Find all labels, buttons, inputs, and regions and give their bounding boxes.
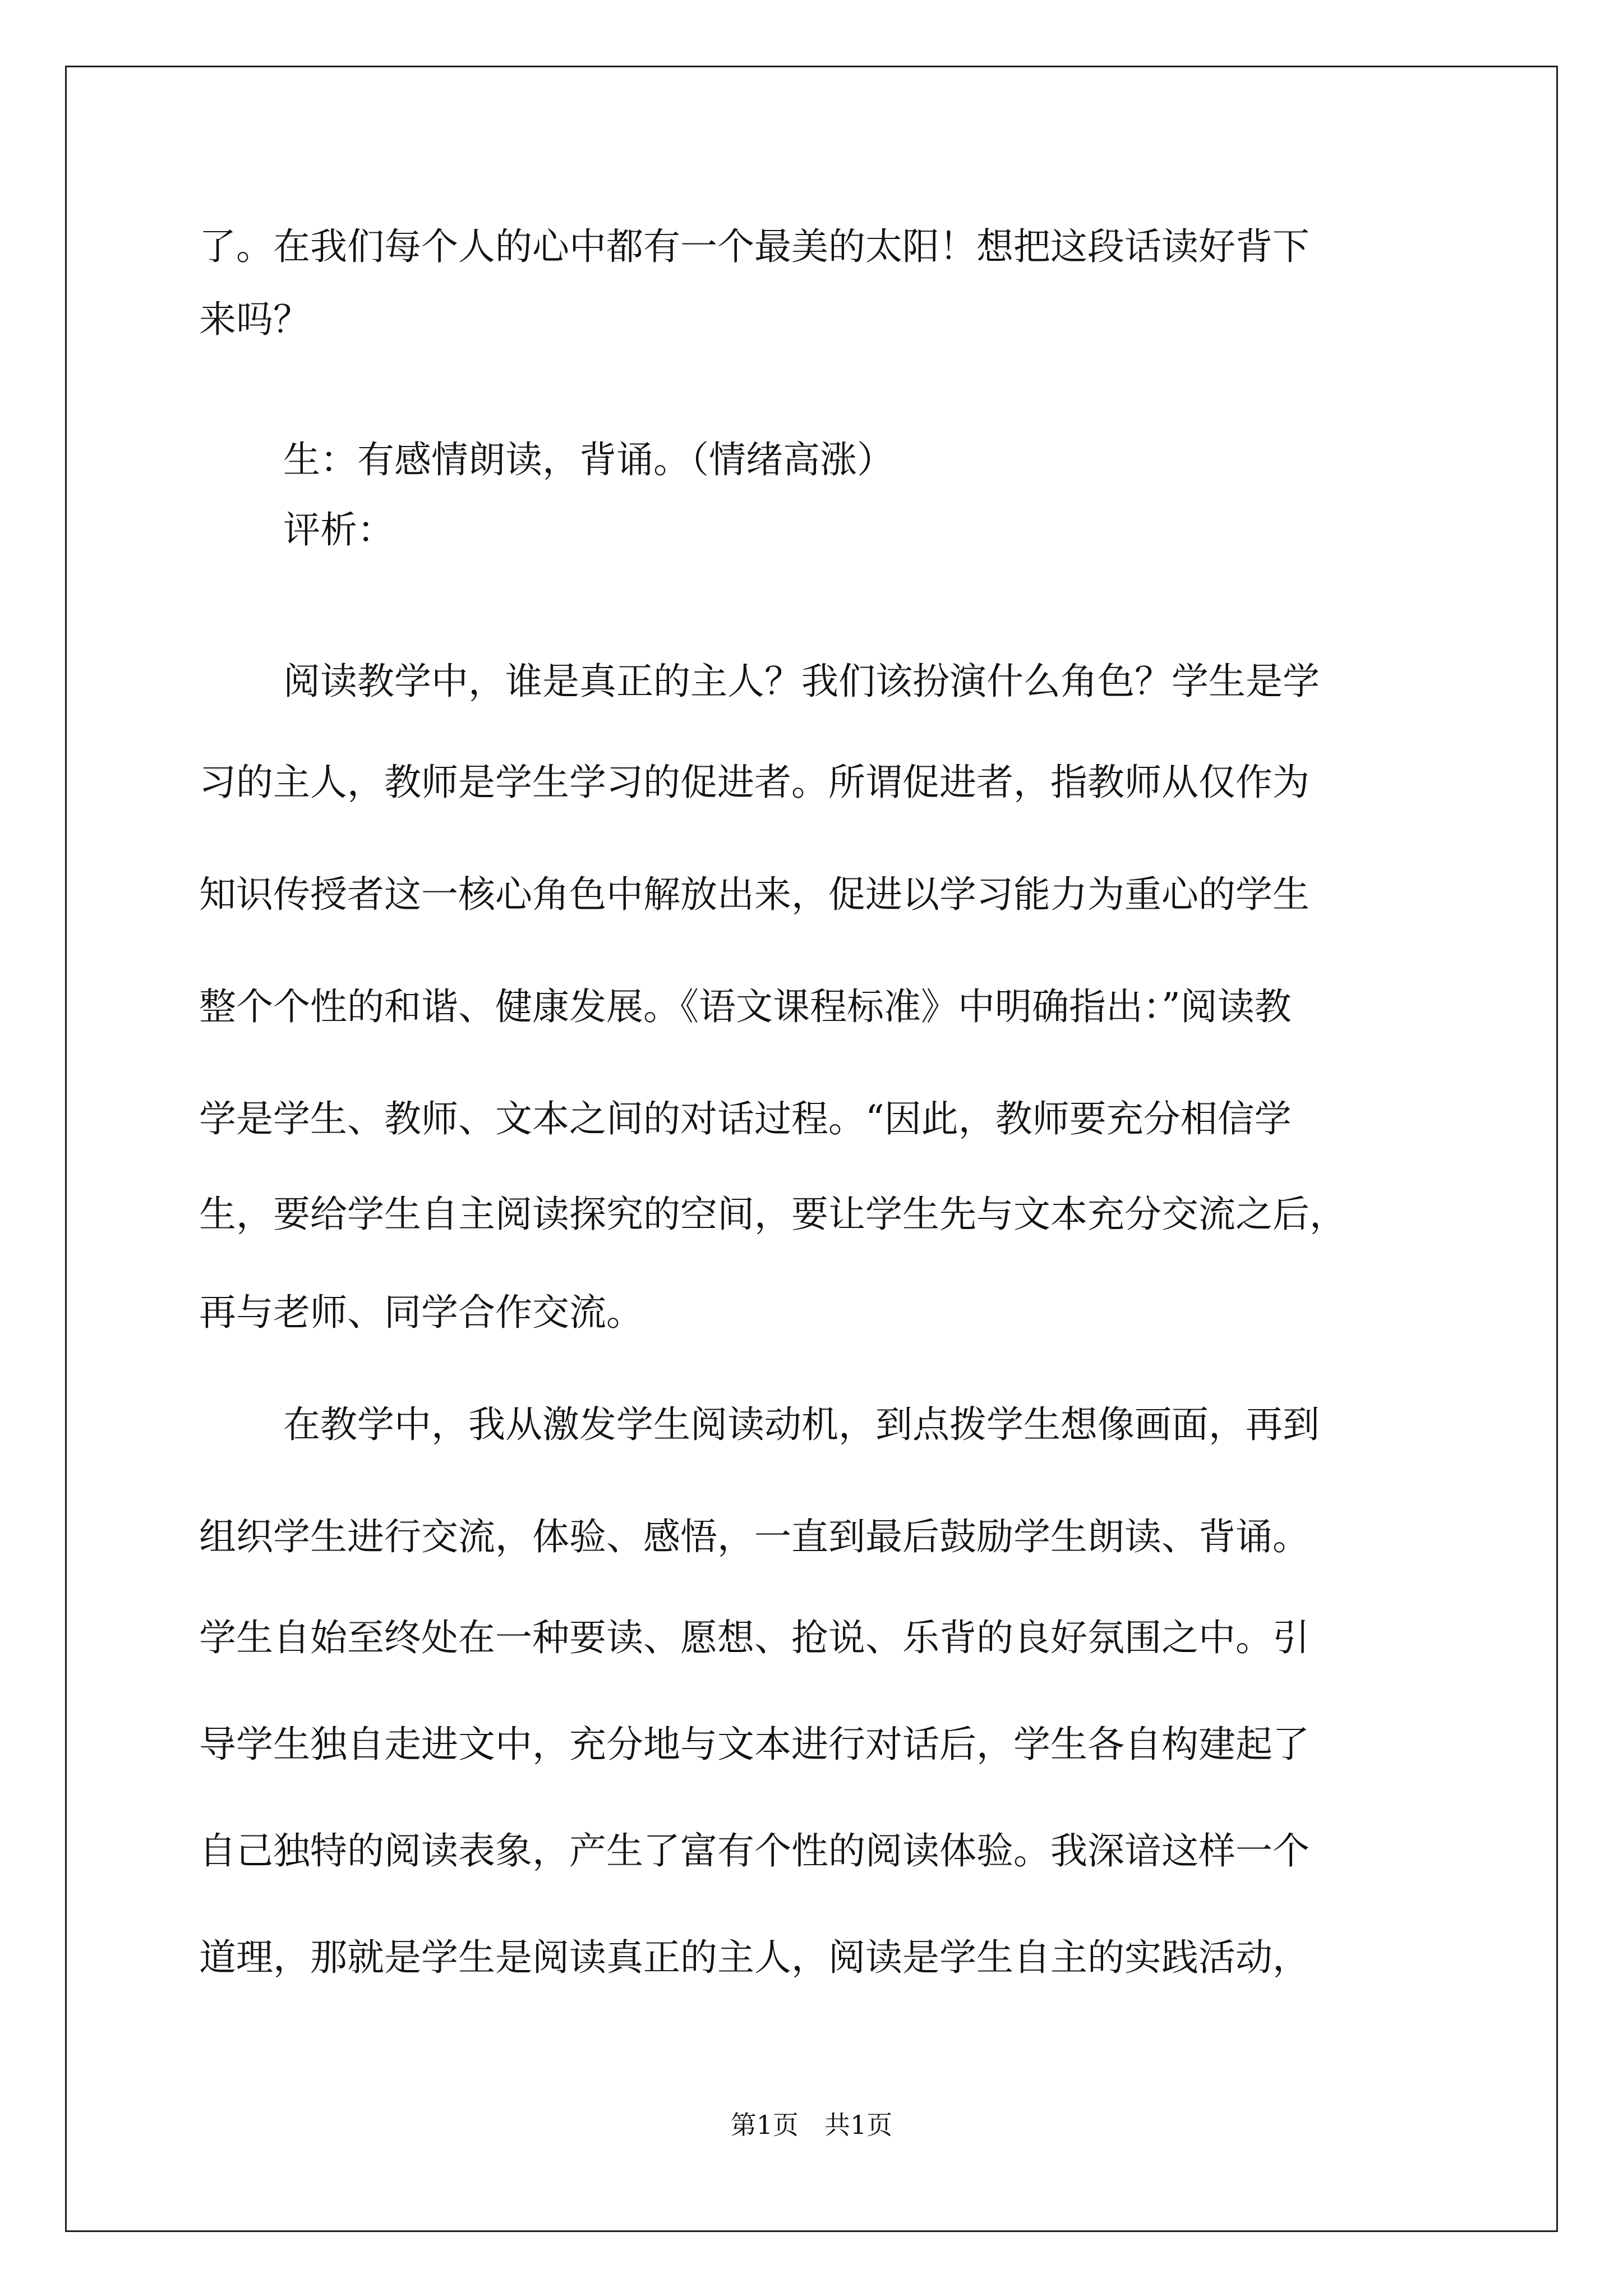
text-line: 来吗？ [199, 298, 310, 341]
text-line: 生：有感情朗读，背诵。（情绪高涨） [283, 438, 894, 481]
text-line: 组织学生进行交流，体验、感悟，一直到最后鼓励学生朗读、背诵。 [199, 1515, 1310, 1558]
text-line: 生，要给学生自主阅读探究的空间，要让学生先与文本充分交流之后， [199, 1193, 1347, 1236]
text-line: 自己独特的阅读表象，产生了富有个性的阅读体验。我深谙这样一个 [199, 1829, 1310, 1872]
text-line: 再与老师、同学合作交流。 [199, 1291, 643, 1334]
text-line: 学生自始至终处在一种要读、愿想、抢说、乐背的良好氛围之中。引 [199, 1616, 1310, 1659]
text-line: 导学生独自走进文中，充分地与文本进行对话后，学生各自构建起了 [199, 1723, 1310, 1766]
text-line: 阅读教学中，谁是真正的主人？我们该扮演什么角色？学生是学 [283, 660, 1320, 703]
text-line: 道理，那就是学生是阅读真正的主人，阅读是学生自主的实践活动， [199, 1936, 1310, 1979]
text-line: 在教学中，我从激发学生阅读动机，到点拨学生想像画面，再到 [283, 1403, 1320, 1446]
text-line: 知识传授者这一核心角色中解放出来，促进以学习能力为重心的学生 [199, 873, 1310, 916]
text-line: 学是学生、教师、文本之间的对话过程。“因此，教师要充分相信学 [199, 1097, 1292, 1140]
page-number-footer: 第1页 共1页 [730, 2110, 893, 2140]
page-border [65, 66, 1558, 2232]
text-line: 习的主人，教师是学生学习的促进者。所谓促进者，指教师从仅作为 [199, 761, 1310, 804]
text-line: 了。在我们每个人的心中都有一个最美的太阳！想把这段话读好背下 [199, 225, 1310, 268]
text-line: 评析： [283, 508, 394, 551]
text-line: 整个个性的和谐、健康发展。《语文课程标准》中明确指出：”阅读教 [199, 985, 1292, 1028]
